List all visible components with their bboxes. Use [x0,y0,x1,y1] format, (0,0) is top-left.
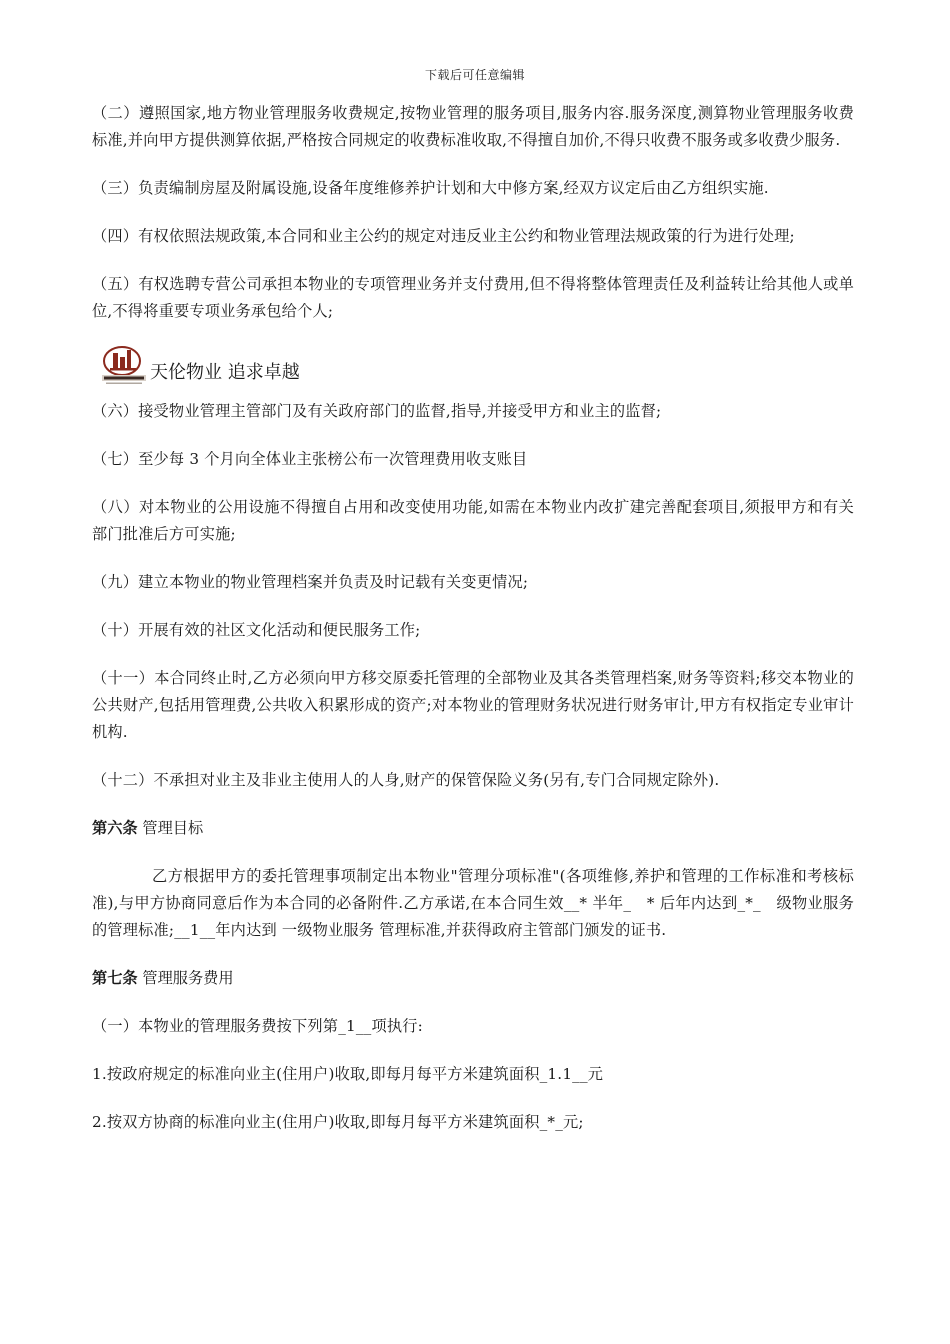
article-7-heading [92,965,854,992]
company-logo-icon [100,344,148,386]
clause-10: （十）开展有效的社区文化活动和便民服务工作; [92,621,421,639]
article-7-title: 管理服务费用 [137,969,234,987]
article-6-body: 乙方根据甲方的委托管理事项制定出本物业"管理分项标准"(各项维修,养护和管理的工作标准和考核标准),与甲方协商同意后作为本合同的必备附件.乙方承诺,在本合同生效__* 半年_ * 后年内达到_*_ 级物业服务的管理标准;__1__年内达到 一级物业服务 管理标准,并获得政府主管部门颁发的证书. [92,867,854,939]
clause-7: （七）至少每 3 个月向全体业主张榜公布一次管理费用收支账目 [92,450,528,468]
logo-slogan: 天伦物业 追求卓越 [150,362,300,383]
document-body [92,100,854,1157]
clause-11: （十一）本合同终止时,乙方必须向甲方移交原委托管理的全部物业及其各类管理档案,财务等资料;移交本物业的公共财产,包括用管理费,公共收入积累形成的资产;对本物业的管理财务状况进行财务审计,甲方有权指定专业审计机构. [92,669,854,741]
clause-3: （三）负责编制房屋及附属设施,设备年度维修养护计划和大中修方案,经双方议定后由乙方组织实施. [92,179,769,197]
clause-2: （二）遵照国家,地方物业管理服务收费规定,按物业管理的服务项目,服务内容.服务深度,测算物业管理服务收费标准,并向甲方提供测算依据,严格按合同规定的收费标准收取,不得擅自加价,不得只收费不服务或多收费少服务. [92,104,854,149]
article-7-item: 1.按政府规定的标准向业主(住用户)收取,即每月每平方米建筑面积_1.1__元 [92,1065,604,1083]
clause-4: （四）有权依照法规政策,本合同和业主公约的规定对违反业主公约和物业管理法规政策的行为进行处理; [92,227,795,245]
article-6-label: 第六条 [92,819,138,837]
company-logo-row [100,340,854,386]
clause-5: （五）有权选聘专营公司承担本物业的专项管理业务并支付费用,但不得将整体管理责任及利益转让给其他人或单位,不得将重要专项业务承包给个人; [92,275,854,320]
clause-6: （六）接受物业管理主管部门及有关政府部门的监督,指导,并接受甲方和业主的监督; [92,402,662,420]
article-7-item: 2.按双方协商的标准向业主(住用户)收取,即每月每平方米建筑面积_*_元; [92,1113,584,1131]
clause-12: （十二）不承担对业主及非业主使用人的人身,财产的保管保险义务(另有,专门合同规定除外). [92,771,720,789]
clause-9: （九）建立本物业的物业管理档案并负责及时记载有关变更情况; [92,573,529,591]
article-7-label: 第七条 [92,969,138,987]
clause-8: （八）对本物业的公用设施不得擅自占用和改变使用功能,如需在本物业内改扩建完善配套项目,须报甲方和有关部门批准后方可实施; [92,498,854,543]
article-7-item: （一）本物业的管理服务费按下列第_1__项执行: [92,1017,423,1035]
article-6-heading [92,815,854,842]
article-6-title: 管理目标 [137,819,204,837]
page-header: 下载后可任意编辑 [424,68,525,82]
